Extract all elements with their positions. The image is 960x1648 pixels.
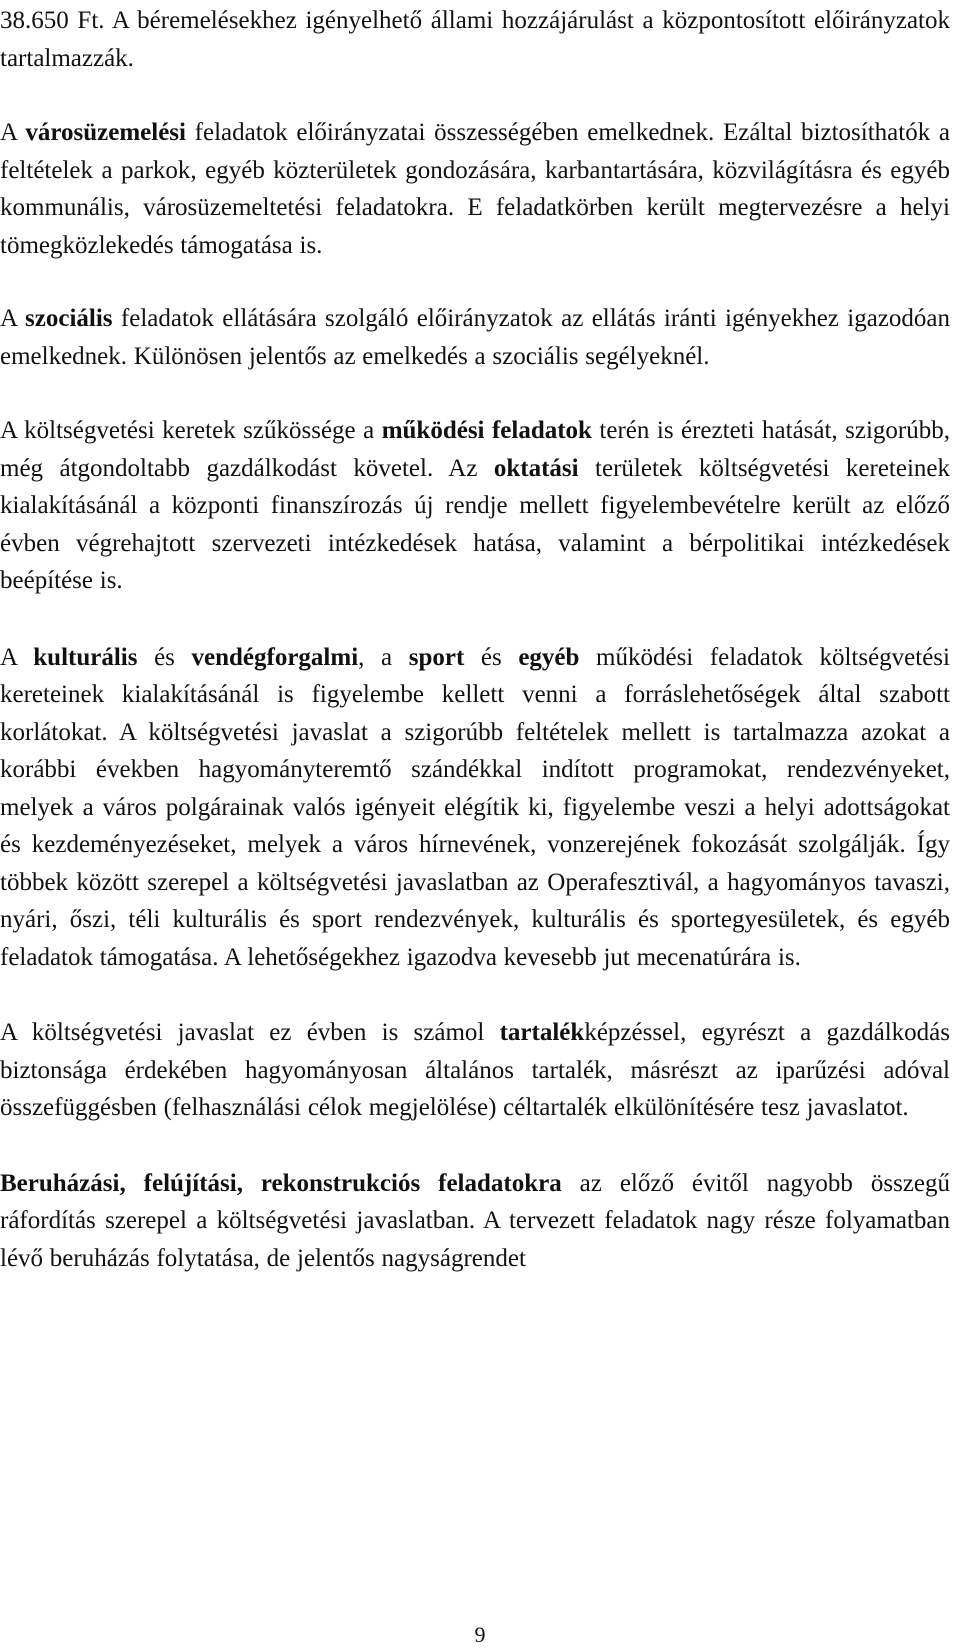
paragraph-7 bbox=[0, 1165, 950, 1278]
text-run: , a bbox=[358, 643, 409, 671]
text-run: és bbox=[464, 643, 519, 671]
text-run: működési feladatok költségvetési kereteinek kialakításánál is figyelembe kellett venni a forráslehetőségek által szabott korlátokat. A költségvetési javaslat a szigorúbb feltételek mellett is tartalmazza azokat a korábbi években hagyományteremtő szándékkal indított programokat, rendezvényeket, melyek a város polgárainak valós igényeit elégítik ki, figyelembe veszi a helyi adottságokat és kezdeményezéseket, melyek a város hírnevének, vonzerejének fokozását szolgálják. Így többek között szerepel a költségvetési javaslatban az Operafesztivál, a hagyományos tavaszi, nyári, őszi, téli kulturális és sport rendezvények, kulturális és sportegyesületek, és egyéb feladatok támogatása. A lehetőségekhez igazodva kevesebb jut mecenatúrára is. bbox=[0, 643, 950, 971]
bold-text-run: városüzemelési bbox=[25, 119, 186, 146]
paragraph-2 bbox=[0, 114, 950, 264]
text-run: terén is érezteti hatását, szigorúbb, még átgondoltabb gazdálkodást követel. Az bbox=[0, 417, 950, 482]
paragraph-1 bbox=[0, 2, 950, 77]
bold-text-run: Beruházási, felújítási, rekonstrukciós feladatokra bbox=[0, 1169, 562, 1197]
text-run: területek költségvetési kereteinek kialakításánál a központi finanszírozás új rendje mellett figyelembevételre került az előző évben végrehajtott szervezeti intézkedések hatása, valamint a bérpolitikai intézkedések beépítése is. bbox=[0, 454, 950, 594]
text-run: 38.650 Ft. A béremelésekhez igényelhető állami hozzájárulást a központosított előirányzatok tartalmazzák. bbox=[0, 7, 950, 72]
bold-text-run: vendégforgalmi bbox=[191, 643, 359, 671]
bold-text-run: működési feladatok bbox=[381, 417, 592, 444]
bold-text-run: egyéb bbox=[518, 643, 580, 671]
text-run: és bbox=[137, 643, 192, 671]
text-run: feladatok ellátására szolgáló előirányzatok az ellátás iránti igényekhez igazodóan emelkednek. Különösen jelentős az emelkedés a szociális segélyeknél. bbox=[0, 305, 950, 370]
paragraph-5 bbox=[0, 639, 950, 977]
text-run: A költségvetési keretek szűkössége a bbox=[0, 417, 382, 444]
text-run: A bbox=[0, 119, 26, 146]
bold-text-run: sport bbox=[408, 643, 465, 671]
text-run: az előző évitől nagyobb összegű ráfordítás szerepel a költségvetési javaslatban. A tervezett feladatok nagy része folyamatban lévő beruházás folytatása, de jelentős nagyságrendet bbox=[0, 1169, 950, 1272]
bold-text-run: tartalék bbox=[499, 1019, 585, 1046]
text-run: feladatok előirányzatai összességében emelkednek. Ezáltal biztosíthatók a feltételek a parkok, egyéb közterületek gondozására, karbantartására, közvilágításra és egyéb kommunális, városüzemeltetési feladatokra. E feladatkörben került megtervezésre a helyi tömegközlekedés támogatása is. bbox=[0, 119, 950, 259]
bold-text-run: szociális bbox=[25, 305, 113, 332]
paragraph-4 bbox=[0, 412, 950, 600]
paragraph-3 bbox=[0, 300, 950, 375]
text-run: A bbox=[0, 643, 34, 671]
document-body bbox=[0, 2, 950, 1277]
text-run: A bbox=[0, 305, 26, 332]
page-number: 9 bbox=[474, 1622, 486, 1647]
paragraph-6 bbox=[0, 1014, 950, 1127]
text-run: képzéssel, egyrészt a gazdálkodás biztonsága érdekében hagyományosan általános tartalék, másrészt az iparűzési adóval összefüggésben (felhasználási célok megjelölése) céltartalék elkülönítésére tesz javaslatot. bbox=[0, 1019, 951, 1121]
text-run: A költségvetési javaslat ez évben is számol bbox=[0, 1019, 500, 1046]
bold-text-run: kulturális bbox=[33, 643, 138, 671]
bold-text-run: oktatási bbox=[493, 454, 579, 482]
